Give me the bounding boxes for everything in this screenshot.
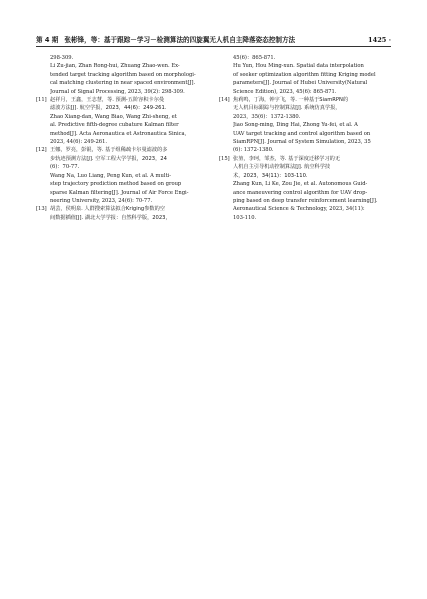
reference-entry <box>36 146 208 205</box>
reference-line: 胡芸，侯明泉. 人群搜索算法拟合Kriging参数的空 <box>50 206 165 213</box>
reference-line: UAV target tracking and control algorithm based on <box>233 130 371 137</box>
reference-entry <box>219 155 391 222</box>
reference-line: 无人机目标跟踪与控制算法[J]. 系统仿真学报， <box>233 105 341 112</box>
reference-line: 赵祥月，王鑫，王志慧，等. 预测-五阶容积卡尔曼 <box>50 97 165 104</box>
reference-line: 王娜，罗亮，彭锟，等. 基于组稀疏卡尔曼滤波的多 <box>50 147 168 154</box>
reference-line: Zhao Xiang-dan, Wang Biao, Wang Zhi-sheng, et <box>50 113 177 120</box>
reference-line: 103-110. <box>233 214 257 221</box>
reference-entry <box>36 96 208 146</box>
reference-line: parameters[J]. Journal of Hubei University(Natural <box>233 80 368 87</box>
reference-number: [11] <box>36 97 47 104</box>
issue-label: 第 4 期 <box>36 36 59 44</box>
reference-line: step trajectory prediction method based on group <box>50 181 182 188</box>
reference-line: 人机自主引导机动控制算法[J]. 航空科学技 <box>233 164 331 171</box>
reference-line: method[J]. Acta Aeronautica et Astronautica Sinica, <box>50 130 187 137</box>
reference-line: Hu Yun, Hou Ming-xun. Spatial data interpolation <box>233 63 364 70</box>
reference-line: 术，2023，34(11)：103-110. <box>233 172 308 179</box>
reference-line: Zhang Kun, Li Ke, Zou Jie, et al. Autonomous Guid- <box>233 181 368 188</box>
reference-number: [15] <box>219 155 230 162</box>
reference-line: 步轨迹预测方法[J]. 空军工程大学学报，2023，24 <box>50 155 167 162</box>
left-column <box>36 54 208 222</box>
reference-line: al. Predictive fifth-degree cubature Kalman filter <box>50 122 179 129</box>
reference-number: [12] <box>36 147 47 154</box>
reference-line: Aeronautical Science & Technology, 2023, 34(11): <box>233 206 365 213</box>
reference-line: tended target tracking algorithm based on morphologi- <box>50 71 196 78</box>
reference-line: 298-309. <box>50 55 74 61</box>
reference-entry <box>36 54 208 96</box>
reference-line: ping based on deep transfer reinforcement learning[J]. <box>233 197 378 204</box>
reference-line: 45(6)：865-871. <box>233 55 276 61</box>
reference-entry <box>219 96 391 155</box>
reference-line: Journal of Signal Processing, 2023, 39(2): 298-309. <box>50 88 185 95</box>
reference-line: sparse Kalman filtering[J]. Journal of Air Force Engi- <box>50 189 189 196</box>
reference-line: Li Zu-jian, Zhan Rong-hui, Zhuang Zhao-wen. Ex- <box>50 63 180 70</box>
reference-entry <box>219 54 391 96</box>
reference-number: [14] <box>219 97 230 104</box>
reference-line: 间数据插值[J]. 湖北大学学报：自然科学版，2023， <box>50 214 171 221</box>
reference-line: Wang Na, Luo Liang, Peng Kun, et al. A multi- <box>50 172 171 179</box>
reference-line: (6): 1372-1380. <box>233 147 274 154</box>
reference-line: 2023, 44(6): 249-261. <box>50 139 108 146</box>
reference-entry <box>36 205 208 222</box>
reference-line: 张堃，李珂，邹杰，等. 基于深度迁移学习的无 <box>233 155 341 162</box>
reference-line: neering University, 2023, 24(6): 70-77. <box>50 197 153 204</box>
reference-number: [13] <box>36 206 47 213</box>
reference-line: cal matching clustering in near spaced environment[J]. <box>50 80 196 87</box>
running-header <box>36 34 391 44</box>
right-column <box>219 54 391 222</box>
running-title: 张彬锋，等：基于跟踪－学习－检测算法的四旋翼无人机自主降落姿态控制方法 <box>64 36 296 44</box>
reference-line: (6)：70-77. <box>50 164 80 171</box>
page-number: 1425 · <box>368 36 391 44</box>
reference-line: 焦莉鸣，丁海，钟宇飞，等. 一种基于SiamRPN的 <box>233 97 349 104</box>
reference-line: 滤波方法[J]. 航空学报，2023，44(6)：249-261. <box>50 105 167 112</box>
reference-line: Jiao Song-ming, Ding Hai, Zhong Yu-fei, et al. A <box>233 122 358 129</box>
reference-line: Science Edition), 2023, 45(6): 865-871. <box>233 88 337 95</box>
header-rule <box>36 46 391 47</box>
reference-line: of seeker optimization algorithm fitting Kriging model <box>233 71 376 78</box>
reference-line: SiamRPN[J]. Journal of System Simulation, 2023, 35 <box>233 139 371 146</box>
reference-line: 2023，35(6)：1372-1380. <box>233 113 301 120</box>
reference-line: ance maneuvering control algorithm for UAV drop- <box>233 189 368 196</box>
